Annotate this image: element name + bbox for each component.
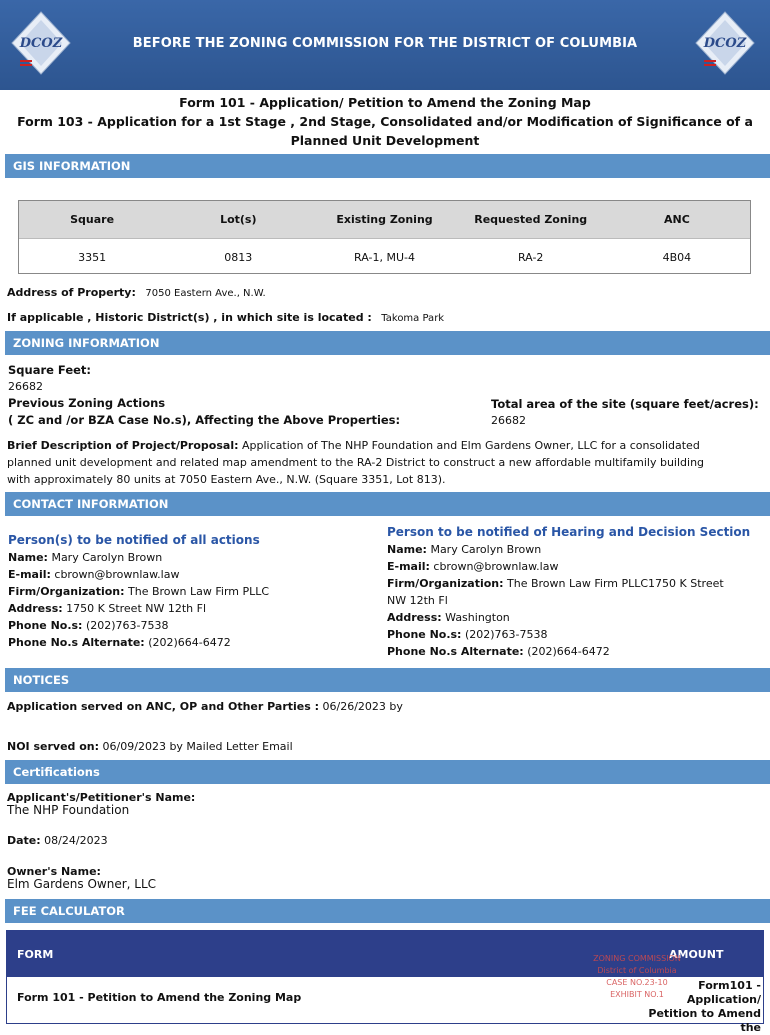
cert-date bbox=[7, 832, 108, 849]
historic-district-label: If applicable , Historic District(s) , in which site is located : bbox=[7, 311, 372, 324]
hearing-name-label: Name: bbox=[387, 543, 427, 556]
table-row bbox=[19, 239, 750, 275]
applicant-block bbox=[7, 791, 195, 817]
owner-name: Elm Gardens Owner, LLC bbox=[7, 877, 157, 891]
hearing-name: Mary Carolyn Brown bbox=[430, 543, 542, 556]
contact-hearing-decision bbox=[387, 523, 762, 660]
gis-col-existing: Existing Zoning bbox=[336, 213, 433, 226]
stamp-line2: District of Columbia bbox=[597, 966, 677, 975]
contact-phone: (202)763-7538 bbox=[85, 619, 169, 632]
gis-requested-value: RA-2 bbox=[517, 251, 544, 264]
form-title-103: Form 103 - Application for a 1st Stage , 2nd Stage, Consolidated and/or Modification of Significance of a bbox=[17, 114, 753, 129]
noi-served-value: 06/09/2023 by Mailed Letter Email bbox=[102, 740, 293, 753]
owner-block bbox=[7, 865, 156, 891]
hearing-email-label: E-mail: bbox=[387, 560, 430, 573]
contact-firm: The Brown Law Firm PLLC bbox=[128, 585, 270, 598]
contact-address: 1750 K Street NW 12th Fl bbox=[66, 602, 207, 615]
hearing-address: Washington bbox=[445, 611, 510, 624]
contact-email: cbrown@brownlaw.law bbox=[54, 568, 180, 581]
contact-name-label: Name: bbox=[8, 551, 48, 564]
gis-table bbox=[18, 200, 751, 274]
square-feet-value: 26682 bbox=[8, 380, 43, 393]
hearing-email: cbrown@brownlaw.law bbox=[433, 560, 559, 573]
property-address-value: 7050 Eastern Ave., N.W. bbox=[145, 288, 266, 299]
cert-date-value: 08/24/2023 bbox=[44, 834, 108, 847]
section-zoning-header: ZONING INFORMATION bbox=[5, 331, 770, 355]
square-feet-label: Square Feet: bbox=[8, 363, 92, 377]
previous-actions-label-cont: ( ZC and /or BZA Case No.s), Affecting the Above Properties: bbox=[8, 413, 401, 427]
property-address-label: Address of Property: bbox=[7, 286, 136, 299]
exhibit-stamp bbox=[582, 953, 692, 1001]
contact-all-actions bbox=[8, 531, 378, 651]
form-title-101: Form 101 - Application/ Petition to Amend the Zoning Map bbox=[179, 95, 591, 110]
fee-col-form: FORM bbox=[17, 948, 54, 961]
hearing-alt-phone: (202)664-6472 bbox=[527, 645, 610, 658]
contact-alt-phone-label: Phone No.s Alternate: bbox=[8, 636, 145, 649]
form-title-103-cont: Planned Unit Development bbox=[290, 133, 480, 148]
header-title: BEFORE THE ZONING COMMISSION FOR THE DISTRICT OF COLUMBIA bbox=[132, 36, 638, 51]
contact-all-actions-heading: Person(s) to be notified of all actions bbox=[8, 533, 260, 547]
fee-row-amount-line1: Form101 - Application/ bbox=[686, 979, 761, 1006]
fee-row-form: Form 101 - Petition to Amend the Zoning Map bbox=[17, 991, 302, 1004]
contact-firm-label: Firm/Organization: bbox=[8, 585, 125, 598]
gis-col-anc: ANC bbox=[664, 213, 690, 226]
gis-lots-value: 0813 bbox=[224, 251, 253, 264]
form-titles bbox=[0, 93, 770, 150]
gis-col-square: Square bbox=[70, 213, 115, 226]
dcoz-logo-left bbox=[10, 10, 72, 76]
fee-col-amount: AMOUNT bbox=[669, 948, 724, 961]
brief-description-line1: Application of The NHP Foundation and Elm Gardens Owner, LLC for a consolidated bbox=[242, 439, 700, 452]
contact-address-label: Address: bbox=[8, 602, 63, 615]
hearing-phone-label: Phone No.s: bbox=[387, 628, 462, 641]
gis-col-lots: Lot(s) bbox=[220, 213, 257, 226]
svg-text:DCOZ: DCOZ bbox=[19, 36, 63, 51]
header-bar bbox=[0, 0, 770, 90]
hearing-firm-label: Firm/Organization: bbox=[387, 577, 504, 590]
hearing-address-label: Address: bbox=[387, 611, 442, 624]
brief-description bbox=[7, 437, 757, 488]
dcoz-logo-right bbox=[694, 10, 756, 76]
application-served-label: Application served on ANC, OP and Other Parties : bbox=[7, 700, 320, 713]
previous-actions-label: Previous Zoning Actions bbox=[8, 396, 166, 410]
stamp-line1: ZONING COMMISSION bbox=[593, 954, 681, 963]
gis-table-header bbox=[19, 201, 750, 239]
fee-row-amount-line2: Petition to Amend the bbox=[648, 1007, 761, 1034]
brief-description-label: Brief Description of Project/Proposal: bbox=[7, 439, 239, 452]
noi-served-label: NOI served on: bbox=[7, 740, 100, 753]
property-address bbox=[7, 286, 266, 299]
contact-name: Mary Carolyn Brown bbox=[51, 551, 163, 564]
section-fee-header: FEE CALCULATOR bbox=[5, 899, 770, 923]
noi-served bbox=[7, 738, 293, 755]
contact-alt-phone: (202)664-6472 bbox=[148, 636, 231, 649]
stamp-line3: CASE NO.23-10 bbox=[606, 978, 668, 987]
total-area-value: 26682 bbox=[491, 414, 526, 427]
cert-date-label: Date: bbox=[7, 834, 41, 847]
contact-email-label: E-mail: bbox=[8, 568, 51, 581]
contact-phone-label: Phone No.s: bbox=[8, 619, 83, 632]
applicant-label: Applicant's/Petitioner's Name: bbox=[7, 791, 196, 804]
hearing-firm: The Brown Law Firm PLLC1750 K Street bbox=[507, 577, 724, 590]
hearing-alt-phone-label: Phone No.s Alternate: bbox=[387, 645, 524, 658]
hearing-phone: (202)763-7538 bbox=[464, 628, 548, 641]
section-contact-header: CONTACT INFORMATION bbox=[5, 492, 770, 516]
total-area-label: Total area of the site (square feet/acres): bbox=[491, 397, 759, 411]
gis-anc-value: 4B04 bbox=[662, 251, 692, 264]
gis-col-requested: Requested Zoning bbox=[474, 213, 588, 226]
application-served bbox=[7, 698, 403, 715]
historic-district bbox=[7, 311, 444, 324]
brief-description-line3: with approximately 80 units at 7050 Eastern Ave., N.W. (Square 3351, Lot 813). bbox=[7, 473, 446, 486]
stamp-line4: EXHIBIT NO.1 bbox=[610, 990, 664, 999]
gis-square-value: 3351 bbox=[78, 251, 107, 264]
hearing-firm-cont: NW 12th Fl bbox=[387, 594, 448, 607]
brief-description-line2: planned unit development and related map amendment to the RA-2 District to construct a new affordable multifamily building bbox=[7, 456, 705, 469]
section-notices-header: NOTICES bbox=[5, 668, 770, 692]
owner-label: Owner's Name: bbox=[7, 865, 101, 878]
applicant-name: The NHP Foundation bbox=[7, 803, 130, 817]
historic-district-value: Takoma Park bbox=[381, 313, 445, 324]
gis-existing-value: RA-1, MU-4 bbox=[354, 251, 415, 264]
application-served-value: 06/26/2023 by bbox=[322, 700, 403, 713]
section-gis-header: GIS INFORMATION bbox=[5, 154, 770, 178]
section-certifications-header: Certifications bbox=[5, 760, 770, 784]
contact-hearing-heading: Person to be notified of Hearing and Decision Section bbox=[387, 525, 751, 539]
svg-text:DCOZ: DCOZ bbox=[703, 36, 747, 51]
